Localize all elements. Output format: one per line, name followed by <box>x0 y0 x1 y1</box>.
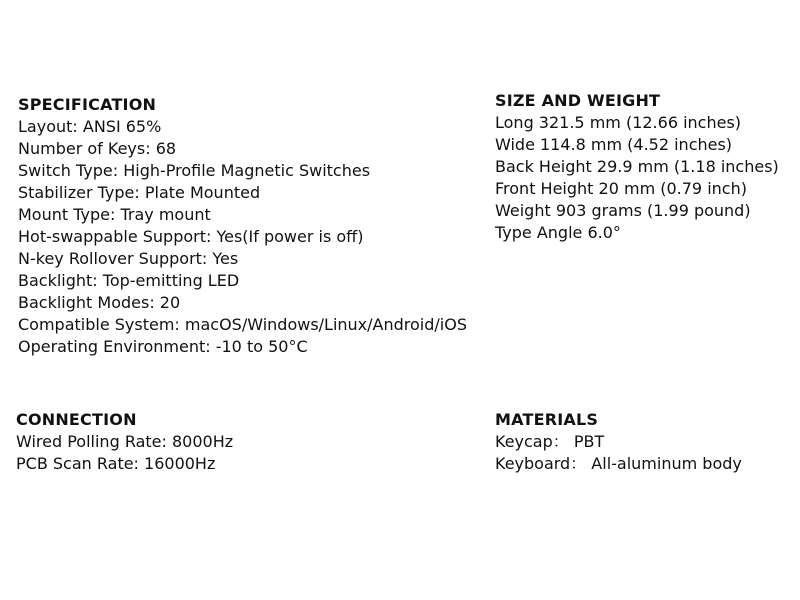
materials-heading: MATERIALS <box>495 410 599 429</box>
spec-stabilizer-type: Stabilizer Type: Plate Mounted <box>18 183 261 202</box>
size-type-angle: Type Angle 6.0° <box>495 223 621 242</box>
size-back-height: Back Height 29.9 mm (1.18 inches) <box>495 157 779 176</box>
spec-backlight: Backlight: Top-emitting LED <box>18 271 240 290</box>
specification-heading: SPECIFICATION <box>18 95 157 114</box>
materials-section <box>495 409 742 475</box>
connection-wired-polling-rate: Wired Polling Rate: 8000Hz <box>16 432 234 451</box>
spec-backlight-modes: Backlight Modes: 20 <box>18 293 181 312</box>
materials-keyboard: Keyboard： All-aluminum body <box>495 454 742 473</box>
spec-operating-environment: Operating Environment: -10 to 50°C <box>18 337 308 356</box>
size-long: Long 321.5 mm (12.66 inches) <box>495 113 742 132</box>
specification-section <box>18 94 467 358</box>
spec-compatible-system: Compatible System: macOS/Windows/Linux/Android/iOS <box>18 315 467 334</box>
spec-switch-type: Switch Type: High-Profile Magnetic Switches <box>18 161 371 180</box>
spec-mount-type: Mount Type: Tray mount <box>18 205 211 224</box>
spec-n-key-rollover: N-key Rollover Support: Yes <box>18 249 239 268</box>
size-wide: Wide 114.8 mm (4.52 inches) <box>495 135 733 154</box>
spec-layout: Layout: ANSI 65% <box>18 117 162 136</box>
size-front-height: Front Height 20 mm (0.79 inch) <box>495 179 747 198</box>
size-and-weight-heading: SIZE AND WEIGHT <box>495 91 661 110</box>
spec-hot-swappable: Hot-swappable Support: Yes(If power is off) <box>18 227 364 246</box>
connection-pcb-scan-rate: PCB Scan Rate: 16000Hz <box>16 454 216 473</box>
connection-heading: CONNECTION <box>16 410 137 429</box>
size-and-weight-section <box>495 90 779 244</box>
size-weight: Weight 903 grams (1.99 pound) <box>495 201 751 220</box>
spec-number-of-keys: Number of Keys: 68 <box>18 139 177 158</box>
materials-keycap: Keycap： PBT <box>495 432 605 451</box>
connection-section <box>16 409 233 475</box>
